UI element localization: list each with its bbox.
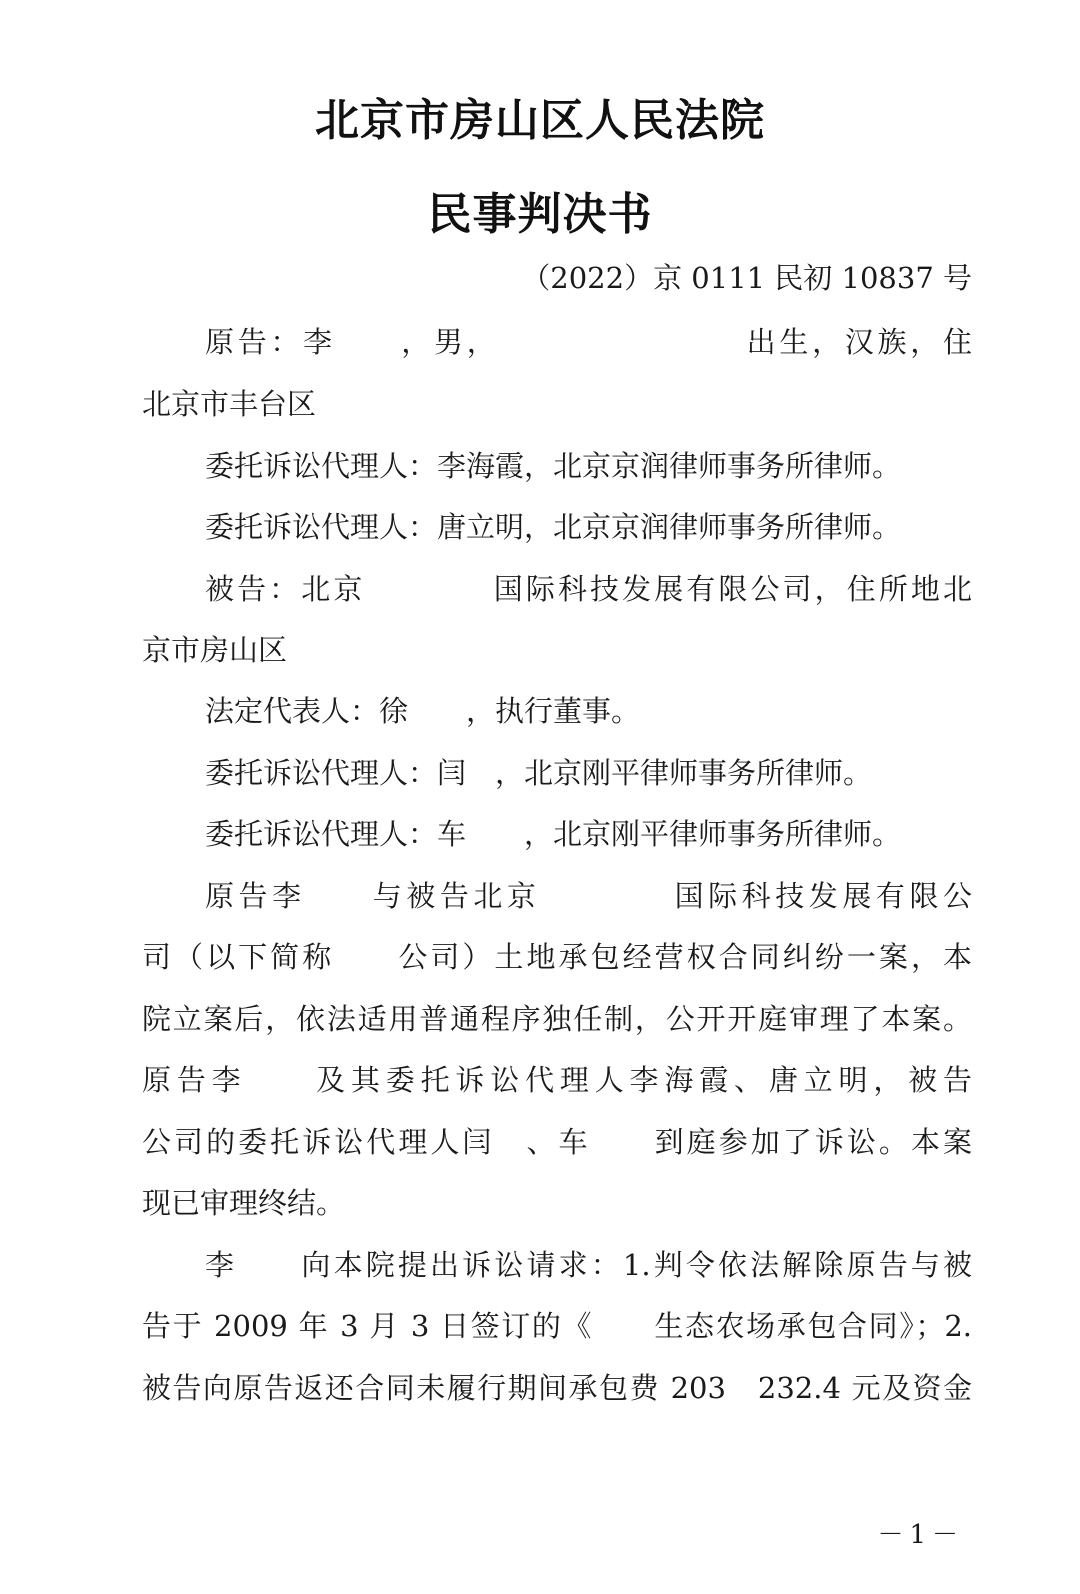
body-line: 原告李 及其委托诉讼代理人李海霞、唐立明，被告 [142, 1063, 972, 1097]
body-line: 公司的委托诉讼代理人闫 、车 到庭参加了诉讼。本案 [142, 1125, 972, 1159]
defendant-agent-1: 委托诉讼代理人：闫 ，北京刚平律师事务所律师。 [205, 756, 873, 790]
body-line: 现已审理终结。 [142, 1186, 346, 1220]
page-number: －1－ [877, 1520, 964, 1550]
claim-line: 被告向原告返还合同未履行期间承包费 203 232.4 元及资金 [142, 1371, 972, 1405]
claim-line: 李 向本院提出诉讼请求：1.判令依法解除原告与被 [205, 1248, 972, 1282]
body-line: 院立案后，依法适用普通程序独任制，公开开庭审理了本案。 [142, 1002, 972, 1036]
defendant-agent-2: 委托诉讼代理人：车 ，北京刚平律师事务所律师。 [205, 817, 902, 851]
plaintiff-line: 原告：李 ，男， 出生，汉族，住 [205, 325, 972, 359]
plaintiff-agent-2: 委托诉讼代理人：唐立明，北京京润律师事务所律师。 [205, 510, 902, 544]
body-line: 司（以下简称 公司）土地承包经营权合同纠纷一案，本 [142, 940, 972, 974]
plaintiff-agent-1: 委托诉讼代理人：李海霞，北京京润律师事务所律师。 [205, 449, 902, 483]
document-title: 民事判决书 [427, 189, 653, 240]
defendant-address-line: 京市房山区 [142, 633, 288, 667]
case-number: （2022）京 0111 民初 10837 号 [521, 261, 972, 295]
body-line: 原告李 与被告北京 国际科技发展有限公 [205, 879, 972, 913]
legal-representative-line: 法定代表人：徐 ，执行董事。 [205, 694, 641, 728]
defendant-line: 被告：北京 国际科技发展有限公司，住所地北 [205, 572, 972, 606]
plaintiff-address-line: 北京市丰台区 [142, 387, 317, 421]
court-name: 北京市房山区人民法院 [315, 95, 765, 146]
claim-line: 告于 2009 年 3 月 3 日签订的《 生态农场承包合同》；2. [142, 1309, 972, 1343]
